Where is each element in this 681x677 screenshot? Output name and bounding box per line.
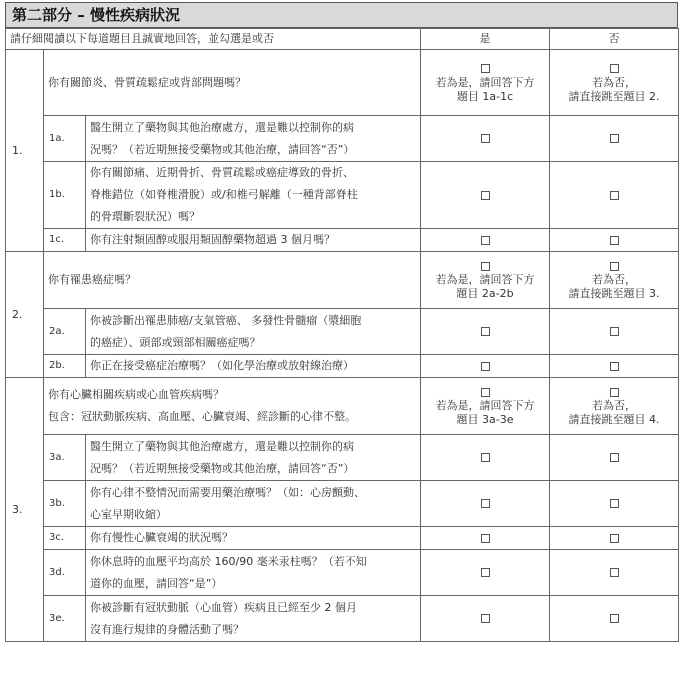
no-answer-cell xyxy=(550,252,679,309)
no-checkbox[interactable] xyxy=(610,534,619,543)
sub-question-label: 3e. xyxy=(44,596,86,642)
sub-question-text xyxy=(86,435,421,481)
sub-question-label: 3d. xyxy=(44,550,86,596)
yes-checkbox[interactable] xyxy=(481,191,490,200)
no-cell xyxy=(550,481,679,527)
yes-note-line: 題目 2a-2b xyxy=(456,287,514,300)
sub-question-line: 況嗎？（若近期無接受藥物或其他治療，請回答“否”） xyxy=(90,461,355,475)
yes-checkbox-q2[interactable] xyxy=(481,262,490,271)
no-checkbox[interactable] xyxy=(610,568,619,577)
sub-question-row xyxy=(6,309,679,355)
question-number: 3. xyxy=(6,378,44,642)
no-note-line: 若為否， xyxy=(592,273,636,286)
yes-cell xyxy=(421,162,550,229)
sub-question-text xyxy=(86,229,421,252)
sub-question-line: 你休息時的血壓平均高於 160/90 毫米汞柱嗎？（若不知 xyxy=(90,554,367,568)
yes-cell xyxy=(421,116,550,162)
no-cell xyxy=(550,550,679,596)
no-note-line: 若為否， xyxy=(592,399,636,412)
yes-checkbox-q3[interactable] xyxy=(481,388,490,397)
yes-cell xyxy=(421,481,550,527)
no-checkbox[interactable] xyxy=(610,362,619,371)
no-column-header: 否 xyxy=(550,29,679,50)
no-note-line: 請直接跳至題目 3. xyxy=(568,287,660,300)
sub-question-row xyxy=(6,116,679,162)
yes-column-header: 是 xyxy=(421,29,550,50)
sub-question-row xyxy=(6,435,679,481)
yes-checkbox[interactable] xyxy=(481,236,490,245)
no-checkbox-q2[interactable] xyxy=(610,262,619,271)
no-cell xyxy=(550,435,679,481)
sub-question-line: 沒有進行規律的身體活動了嗎？ xyxy=(90,622,244,636)
yes-cell xyxy=(421,309,550,355)
yes-checkbox[interactable] xyxy=(481,534,490,543)
yes-note-line: 若為是，請回答下方 xyxy=(435,273,535,286)
question-number: 1. xyxy=(6,50,44,252)
sub-question-label: 2b. xyxy=(44,355,86,378)
no-answer-cell xyxy=(550,50,679,116)
sub-question-text xyxy=(86,527,421,550)
question-row xyxy=(6,378,679,435)
question-text xyxy=(44,378,421,435)
sub-question-line: 脊椎錯位（如脊椎滑脫）或/和椎弓解離（一種背部脊柱 xyxy=(90,188,358,201)
yes-cell xyxy=(421,527,550,550)
sub-question-label: 1b. xyxy=(44,162,86,229)
no-checkbox[interactable] xyxy=(610,499,619,508)
no-checkbox[interactable] xyxy=(610,614,619,623)
sub-question-text xyxy=(86,481,421,527)
yes-checkbox[interactable] xyxy=(481,362,490,371)
no-checkbox[interactable] xyxy=(610,134,619,143)
sub-question-line: 你被診斷有冠狀動脈（心血管）疾病且已經至少 2 個月 xyxy=(90,600,357,614)
chronic-disease-table xyxy=(5,28,679,642)
sub-question-text xyxy=(86,309,421,355)
sub-question-line: 醫生開立了藥物與其他治療處方，還是難以控制你的病 xyxy=(90,439,354,453)
instruction-text: 請仔細閱讀以下每道題目且誠實地回答，並勾選是或否 xyxy=(6,29,421,50)
sub-question-label: 2a. xyxy=(44,309,86,355)
section-title: 第二部分 – 慢性疾病狀況 xyxy=(5,2,678,28)
no-note-line: 請直接跳至題目 4. xyxy=(568,413,660,426)
question-number: 2. xyxy=(6,252,44,378)
no-note-line: 請直接跳至題目 2. xyxy=(568,89,660,103)
sub-question-line: 道你的血壓，請回答“是”） xyxy=(90,576,223,590)
yes-answer-cell xyxy=(421,378,550,435)
sub-question-label: 3a. xyxy=(44,435,86,481)
sub-question-line: 醫生開立了藥物與其他治療處方，還是難以控制你的病 xyxy=(90,120,354,134)
no-answer-cell xyxy=(550,378,679,435)
sub-question-line: 你有注射類固醇或服用類固醇藥物超過 3 個月嗎？ xyxy=(90,233,335,246)
no-cell xyxy=(550,355,679,378)
yes-checkbox[interactable] xyxy=(481,453,490,462)
no-checkbox-q1[interactable] xyxy=(610,64,619,73)
question-line: 包含：冠狀動脈疾病、高血壓、心臟衰竭、經診斷的心律不整。 xyxy=(48,410,356,423)
no-cell xyxy=(550,309,679,355)
sub-question-line: 心室早期收縮） xyxy=(90,507,167,521)
sub-question-line: 的骨環斷裂狀況）嗎？ xyxy=(90,210,200,223)
yes-checkbox[interactable] xyxy=(481,134,490,143)
no-checkbox[interactable] xyxy=(610,236,619,245)
yes-checkbox-q1[interactable] xyxy=(481,64,490,73)
sub-question-label: 1c. xyxy=(44,229,86,252)
sub-question-row xyxy=(6,527,679,550)
yes-cell xyxy=(421,229,550,252)
yes-note-line: 若為是，請回答下方 xyxy=(435,399,535,412)
no-checkbox[interactable] xyxy=(610,191,619,200)
sub-question-line: 況嗎？（若近期無接受藥物或其他治療，請回答“否”） xyxy=(90,142,355,156)
sub-question-line: 你被診斷出罹患肺癌/支氣管癌、 多發性骨髓瘤（漿細胞 xyxy=(90,313,362,327)
yes-cell xyxy=(421,355,550,378)
no-checkbox[interactable] xyxy=(610,453,619,462)
sub-question-label: 3c. xyxy=(44,527,86,550)
sub-question-label: 3b. xyxy=(44,481,86,527)
yes-cell xyxy=(421,550,550,596)
sub-question-row xyxy=(6,229,679,252)
sub-question-line: 你正在接受癌症治療嗎？（如化學治療或放射線治療） xyxy=(90,359,354,372)
no-cell xyxy=(550,527,679,550)
yes-checkbox[interactable] xyxy=(481,499,490,508)
sub-question-text xyxy=(86,550,421,596)
sub-question-text xyxy=(86,596,421,642)
question-text: 你有罹患癌症嗎？ xyxy=(44,252,421,309)
no-checkbox[interactable] xyxy=(610,327,619,336)
no-cell xyxy=(550,596,679,642)
yes-checkbox[interactable] xyxy=(481,568,490,577)
sub-question-text xyxy=(86,162,421,229)
yes-note-line: 若為是，請回答下方 xyxy=(435,75,535,89)
yes-cell xyxy=(421,435,550,481)
sub-question-line: 你有慢性心臟衰竭的狀況嗎？ xyxy=(90,531,233,544)
sub-question-text xyxy=(86,116,421,162)
yes-note-line: 題目 3a-3e xyxy=(456,413,514,426)
no-cell xyxy=(550,229,679,252)
sub-question-row xyxy=(6,355,679,378)
question-row xyxy=(6,50,679,116)
no-note-line: 若為否， xyxy=(592,75,636,89)
yes-checkbox[interactable] xyxy=(481,614,490,623)
sub-question-row xyxy=(6,481,679,527)
sub-question-line: 的癌症）、頭部或頸部相關癌症嗎？ xyxy=(90,335,261,349)
sub-question-row xyxy=(6,596,679,642)
sub-question-line: 你有關節痛、近期骨折、骨質疏鬆或癌症導致的骨折、 xyxy=(90,166,354,179)
no-checkbox-q3[interactable] xyxy=(610,388,619,397)
table-header-row xyxy=(6,29,679,50)
sub-question-line: 你有心律不整情況而需要用藥治療嗎？（如：心房顫動、 xyxy=(90,485,365,499)
yes-note-line: 題目 1a-1c xyxy=(456,89,514,103)
sub-question-row xyxy=(6,550,679,596)
sub-question-row xyxy=(6,162,679,229)
question-text: 你有關節炎、骨質疏鬆症或背部問題嗎？ xyxy=(44,50,421,116)
yes-cell xyxy=(421,596,550,642)
sub-question-label: 1a. xyxy=(44,116,86,162)
yes-answer-cell xyxy=(421,252,550,309)
question-line: 你有心臟相關疾病或心血管疾病嗎？ xyxy=(48,388,224,401)
question-row xyxy=(6,252,679,309)
yes-answer-cell xyxy=(421,50,550,116)
no-cell xyxy=(550,116,679,162)
sub-question-text xyxy=(86,355,421,378)
yes-checkbox[interactable] xyxy=(481,327,490,336)
no-cell xyxy=(550,162,679,229)
